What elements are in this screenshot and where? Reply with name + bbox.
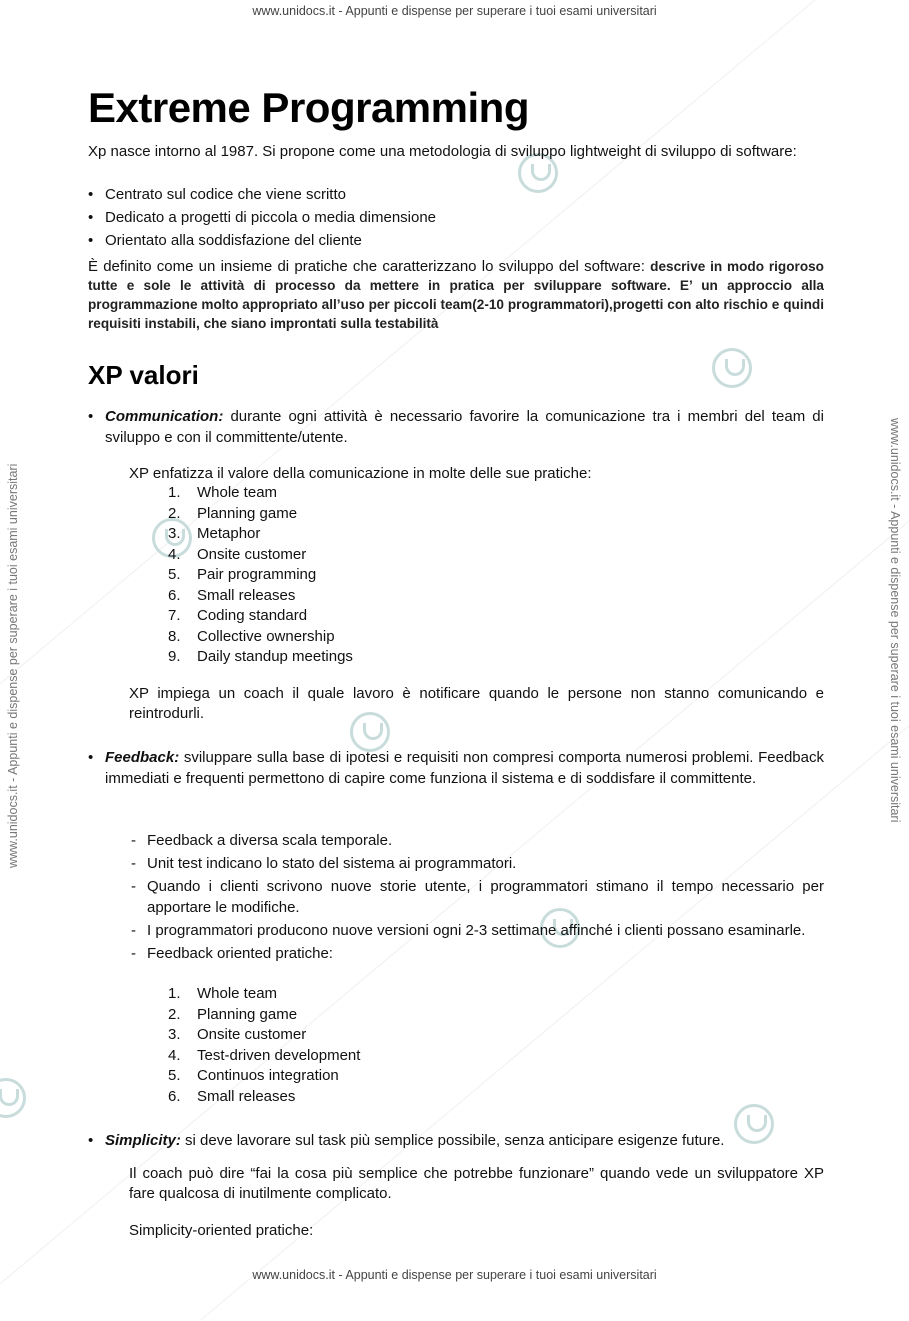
value-description: si deve lavorare sul task più semplice possibile, senza anticipare esigenze future. [180, 1132, 725, 1149]
value-description: durante ogni attività è necessario favorire la comunicazione tra i membri del team di sviluppo e con il committente/utente. [105, 408, 824, 446]
section-title: XP valori [88, 360, 199, 390]
list-item: 6. Small releases [168, 586, 296, 604]
communication-intro: XP enfatizza il valore della comunicazione in molte delle sue pratiche: [129, 465, 592, 482]
list-item: - Feedback a diversa scala temporale. [128, 830, 824, 851]
intro-paragraph: Xp nasce intorno al 1987. Si propone come una metodologia di sviluppo lightweight di sviluppo di software: [88, 143, 797, 160]
page-title: Extreme Programming [88, 84, 529, 131]
list-item: 4. Test-driven development [168, 1046, 361, 1064]
value-feedback: • Feedback: sviluppare sulla base di ipotesi e requisiti non compresi comporta numerosi problemi. Feedback immediati e frequenti permettono di capire come funziona il sistema e di soddisfare il committente. [88, 749, 824, 787]
value-description: sviluppare sulla base di ipotesi e requisiti non compresi comporta numerosi problemi. Feedback immediati e frequenti permettono di capire come funziona il sistema e di soddisfare il committente. [105, 749, 824, 787]
value-communication: • Communication: durante ogni attività è necessario favorire la comunicazione tra i membri del team di sviluppo e con il committente/utente. [88, 408, 824, 446]
list-item: • Centrato sul codice che viene scritto [88, 185, 436, 208]
list-item: - Unit test indicano lo stato del sistema ai programmatori. [128, 853, 824, 874]
list-item: 5. Pair programming [168, 566, 317, 583]
feedback-points [128, 830, 824, 964]
list-item: 3. Onsite customer [168, 1026, 307, 1043]
communication-coach: XP impiega un coach il quale lavoro è notificare quando le persone non stanno comunicando e reintrodurli. [129, 685, 824, 722]
list-item: 8. Collective ownership [168, 627, 335, 645]
value-simplicity: • Simplicity: si deve lavorare sul task più semplice possibile, senza anticipare esigenze future. [88, 1132, 725, 1149]
list-item: - Quando i clienti scrivono nuove storie utente, i programmatori stimano il tempo necessario per apportare le modifiche. [128, 876, 824, 918]
list-item: - Feedback oriented pratiche: [128, 943, 824, 964]
value-term: Feedback: [105, 749, 180, 766]
feedback-practices [168, 984, 360, 1107]
list-item: 5. Continuos integration [168, 1067, 339, 1084]
simplicity-practices-label: Simplicity-oriented pratiche: [129, 1222, 314, 1239]
watermark-logo-icon [0, 1078, 26, 1118]
watermark-logo-icon [712, 348, 752, 388]
list-item: 3. Metaphor [168, 525, 261, 542]
intro-bullet-list [88, 185, 436, 254]
list-item: 4. Onsite customer [168, 545, 307, 563]
definition-paragraph [88, 257, 824, 333]
communication-practices [168, 483, 353, 668]
value-term: Communication: [105, 408, 224, 425]
side-watermark-left: www.unidocs.it - Appunti e dispense per superare i tuoi esami universitari [6, 463, 20, 868]
list-item: 1. Whole team [168, 484, 278, 501]
simplicity-coach: Il coach può dire “fai la cosa più semplice che potrebbe funzionare” quando vede un sviluppatore XP fare qualcosa di inutilmente complicato. [129, 1165, 824, 1202]
page-footer: www.unidocs.it - Appunti e dispense per superare i tuoi esami universitari [252, 1268, 657, 1282]
list-item: 6. Small releases [168, 1087, 296, 1105]
page-header: www.unidocs.it - Appunti e dispense per superare i tuoi esami universitari [252, 4, 657, 18]
list-item: • Orientato alla soddisfazione del cliente [88, 231, 436, 254]
list-item: 2. Planning game [168, 1005, 298, 1023]
definition-text-bold: descrive in modo rigoroso tutte e sole le attività di processo da mettere in pratica per sviluppare software. E’ un approccio alla programmazione molto appropriato all’uso per piccoli team(2-10 programmatori),progetti con alto rischio e quindi requisiti instabili, che siano improntati sulla testabilità [88, 259, 824, 331]
list-item: 7. Coding standard [168, 607, 308, 624]
list-item: 1. Whole team [168, 985, 278, 1002]
side-watermark-right: www.unidocs.it - Appunti e dispense per superare i tuoi esami universitari [888, 418, 902, 823]
value-term: Simplicity: [105, 1132, 181, 1149]
list-item: 2. Planning game [168, 504, 298, 522]
list-item: • Dedicato a progetti di piccola o media dimensione [88, 208, 436, 231]
list-item: 9. Daily standup meetings [168, 648, 353, 665]
list-item: - I programmatori producono nuove versioni ogni 2-3 settimane affinché i clienti possano esaminarle. [128, 920, 824, 941]
definition-text: È definito come un insieme di pratiche che caratterizzano lo sviluppo del software: [88, 258, 651, 275]
